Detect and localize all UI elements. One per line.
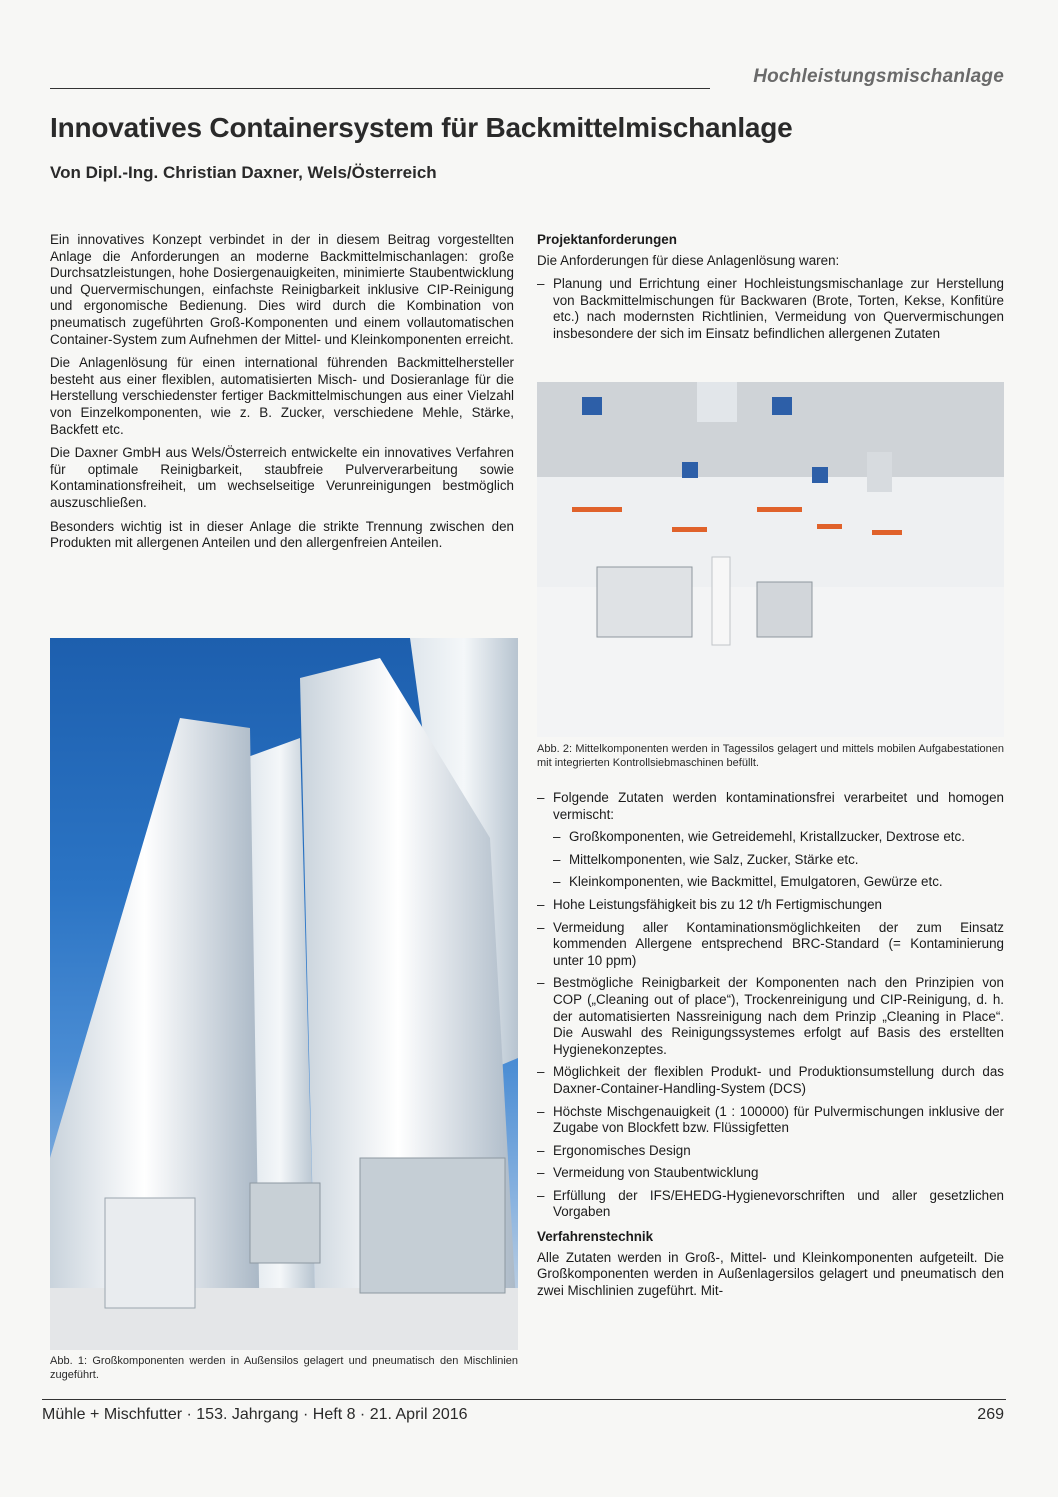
body-paragraph: Die Anlagenlösung für einen international führenden Backmittelhersteller besteht aus einer flexiblen, automatisierten Misch- und Dosieranlage für die Herstellung verschiedenster fertiger Backmittelmischungen aus einer Vielzahl von Einzelkomponenten, wie z. B. Zucker, verschiedene Mehle, Stärke, Backfett etc. <box>50 355 514 437</box>
footer-publication: Mühle + Mischfutter · 153. Jahrgang · Heft 8 · 21. April 2016 <box>42 1406 468 1423</box>
list-item: – Bestmögliche Reinigbarkeit der Komponenten nach den Prinzipien von COP („Cleaning out of place“), Trockenreinigung und CIP-Reinigung, d. h. der automatisierten Nassreinigung nach dem Prinzip „Cleaning in Place“. Die Auswahl des Reinigungssystemes erfolgt auf Basis des erstellten Hygienekonzeptes. <box>537 975 1004 1058</box>
section-heading-projektanforderungen: Projektanforderungen <box>537 232 677 247</box>
list-item: – Höchste Mischgenauigkeit (1 : 100000) für Pulvermischungen inklusive der Zugabe von Blockfett bzw. Flüssigfetten <box>537 1104 1004 1137</box>
requirements-list <box>537 790 1004 1221</box>
section-intro: Die Anforderungen für diese Anlagenlösung waren: <box>537 252 840 268</box>
list-item: – Hohe Leistungsfähigkeit bis zu 12 t/h Fertigmischungen <box>537 897 1004 914</box>
article-byline: Von Dipl.-Ing. Christian Daxner, Wels/Österreich <box>50 163 437 182</box>
list-item: – Vermeidung von Staubentwicklung <box>537 1165 1004 1182</box>
body-paragraph: Die Daxner GmbH aus Wels/Österreich entwickelte ein innovatives Verfahren für optimale Reinigbarkeit, staubfreie Pulververarbeitung sowie Kontaminationsfreiheit, um wechselseitige Verunreinigungen bestmöglich auszuschließen. <box>50 445 514 510</box>
footer-rule <box>42 1399 1006 1400</box>
figure-2-caption: Abb. 2: Mittelkomponenten werden in Tagessilos gelagert und mittels mobilen Aufgabestationen mit integrierten Kontrollsiebmaschinen befüllt. <box>537 743 1004 769</box>
list-item: – Planung und Errichtung einer Hochleistungsmischanlage zur Herstellung von Backmittelmischungen für Backwaren (Brote, Torten, Kekse, Konfitüre etc.) nach modernsten Richtlinien, Vermeidung von Quervermischungen insbesondere der sich im Einsatz befindlichen allergenen Zutaten <box>537 276 1004 342</box>
figure-1-caption: Abb. 1: Großkomponenten werden in Außensilos gelagert und pneumatisch den Mischlinien zugeführt. <box>50 1355 518 1381</box>
mixing-hall-illustration <box>537 382 1004 737</box>
figure-1-silos-photo <box>50 638 518 1350</box>
ingredients-intro: Folgende Zutaten werden kontaminationsfrei verarbeitet und homogen vermischt: <box>553 790 1004 822</box>
body-paragraph: Besonders wichtig ist in dieser Anlage die strikte Trennung zwischen den Produkten mit allergenen Anteilen und den allergenfreien Anteilen. <box>50 518 514 551</box>
requirements-list-intro <box>537 276 1004 342</box>
running-head: Hochleistungsmischanlage <box>753 66 1004 87</box>
list-item <box>537 790 1004 891</box>
ingredients-list <box>553 829 1004 891</box>
section-heading-verfahrenstechnik: Verfahrenstechnik <box>537 1229 654 1245</box>
list-item: – Möglichkeit der flexiblen Produkt- und Produktionsumstellung durch das Daxner-Container-Handling-System (DCS) <box>537 1064 1004 1097</box>
silos-illustration <box>50 638 518 1350</box>
list-item: – Mittelkomponenten, wie Salz, Zucker, Stärke etc. <box>553 852 1004 869</box>
right-column-top <box>537 232 1004 349</box>
list-item: – Kleinkomponenten, wie Backmittel, Emulgatoren, Gewürze etc. <box>553 874 1004 891</box>
intro-paragraph: Ein innovatives Konzept verbindet in der in diesem Beitrag vorgestellten Anlage die Anforderungen an moderne Backmittelmischanlagen: große Durchsatzleistungen, hohe Dosiergenauigkeiten, minimierte Staubentwicklung und Quervermischungen, einfachste Reinigbarkeit inklusive CIP-Reinigung und ergonomische Bedienung. Dies wird durch die Kombination von pneumatisch zugeführten Groß-Komponenten und einem vollautomatischen Container-System zum Aufnehmen der Mittel- und Kleinkomponenten erreicht. <box>50 232 514 347</box>
article-title: Innovatives Containersystem für Backmittelmischanlage <box>50 112 793 143</box>
list-item: – Erfüllung der IFS/EHEDG-Hygienevorschriften und aller gesetzlichen Vorgaben <box>537 1188 1004 1221</box>
list-item: – Großkomponenten, wie Getreidemehl, Kristallzucker, Dextrose etc. <box>553 829 1004 846</box>
header-rule <box>50 88 710 89</box>
list-item: – Vermeidung aller Kontaminationsmöglichkeiten der zum Einsatz kommenden Allergene entsprechend BRC-Standard (= Kontaminierung unter 10 ppm) <box>537 920 1004 970</box>
left-column <box>50 232 514 559</box>
right-column-bottom <box>537 790 1004 1306</box>
body-paragraph: Alle Zutaten werden in Groß-, Mittel- und Kleinkomponenten aufgeteilt. Die Großkomponenten werden in Außenlagersilos gelagert und pneumatisch den zwei Mischlinien zugeführt. Mit- <box>537 1249 1004 1298</box>
page-number: 269 <box>977 1406 1004 1423</box>
list-item: – Ergonomisches Design <box>537 1143 1004 1160</box>
figure-2-mixing-hall-photo <box>537 382 1004 737</box>
